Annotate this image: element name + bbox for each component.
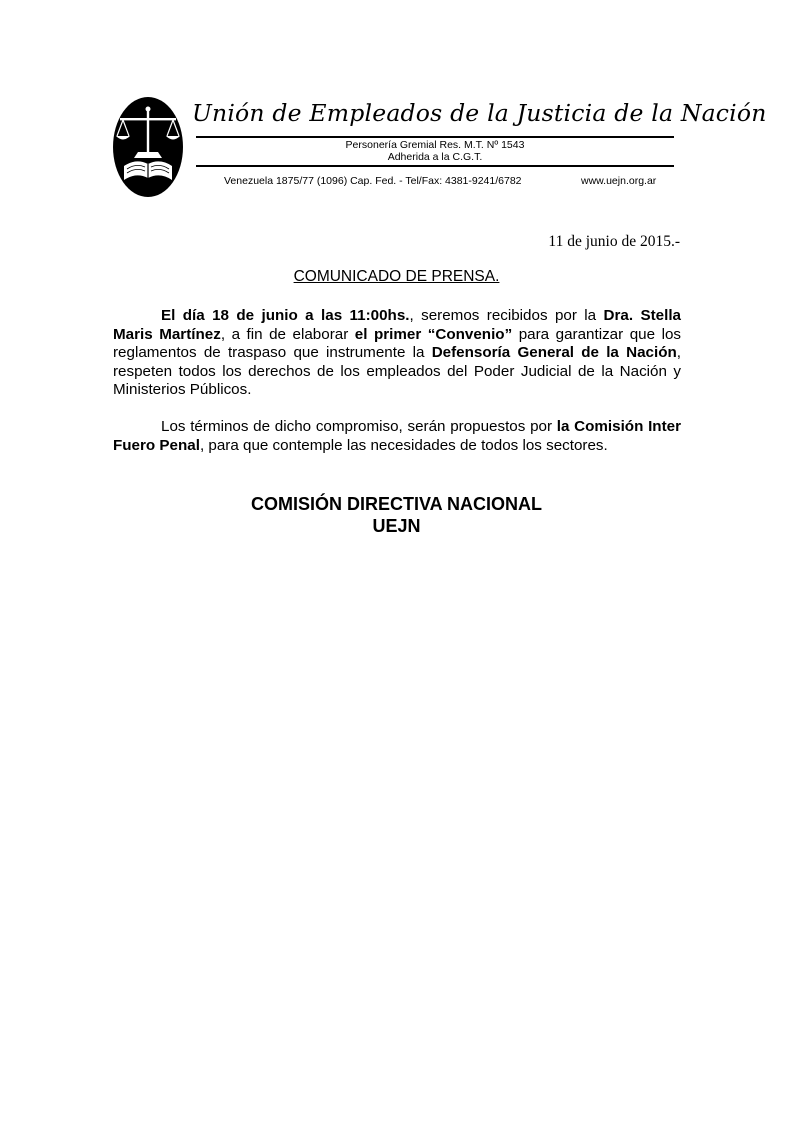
signature-line-2: UEJN bbox=[372, 516, 421, 536]
paragraph-2 bbox=[113, 418, 681, 455]
organization-name: Unión de Empleados de la Justicia de la Nación bbox=[192, 99, 767, 127]
registration-line: Personería Gremial Res. M.T. Nº 1543 bbox=[345, 139, 525, 151]
p1-text-c: para garantizar que los reglamentos de traspaso que instrumente la bbox=[113, 325, 681, 362]
heading-text: COMUNICADO DE PRENSA. bbox=[293, 268, 500, 285]
affiliation-line: Adherida a la C.G.T. bbox=[387, 151, 483, 163]
p2-text-a: Los términos de dicho compromiso, serán propuestos por bbox=[161, 418, 557, 435]
p1-text-a: , seremos recibidos por la bbox=[409, 307, 604, 324]
scales-of-justice-book-icon bbox=[112, 96, 184, 198]
website-link[interactable]: www.uejn.org.ar bbox=[581, 175, 657, 187]
header-rule-top bbox=[196, 136, 674, 138]
p1-text-b: , a fin de elaborar bbox=[220, 325, 355, 343]
paragraph-1 bbox=[113, 307, 681, 400]
document-heading bbox=[0, 268, 793, 286]
p1-text-d: , respeten todos los derechos de los empleados del Poder Judicial de la Nación y Ministerios Públicos. bbox=[113, 344, 681, 399]
p1-institution: Defensoría General de la Nación bbox=[431, 344, 677, 362]
p1-convenio: el primer “Convenio” bbox=[354, 325, 513, 343]
header-rule-bottom bbox=[196, 165, 674, 167]
p2-text-b: , para que contemple las necesidades de todos los sectores. bbox=[199, 436, 608, 454]
p2-commission: la Comisión Inter Fuero Penal bbox=[113, 418, 681, 454]
p1-date-time: El día 18 de junio a las 11:00hs. bbox=[161, 307, 410, 324]
document-date: 11 de junio de 2015.- bbox=[548, 233, 680, 250]
p1-person: Dra. Stella Maris Martínez bbox=[113, 307, 681, 343]
address-line: Venezuela 1875/77 (1096) Cap. Fed. - Tel/Fax: 4381-9241/6782 bbox=[224, 175, 522, 187]
signature-line-1: COMISIÓN DIRECTIVA NACIONAL bbox=[251, 494, 542, 514]
